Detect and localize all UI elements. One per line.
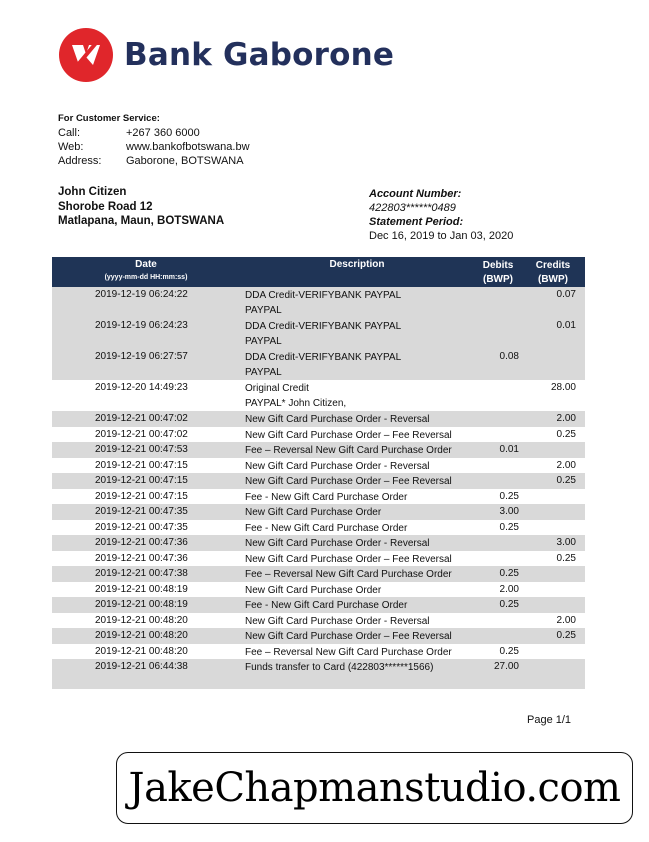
page-number: Page 1/1 [527,714,572,726]
table-row [52,411,585,427]
header-credits-unit: (BWP) [538,274,568,285]
bank-logo [58,27,394,83]
header-credits-label: Credits [535,260,571,271]
row-description-line1: DDA Credit-VERIFYBANK PAYPAL [245,290,402,301]
row-description-line1: New Gift Card Purchase Order - Reversal [245,460,430,472]
header-debits-label: Debits [482,260,514,271]
header-description: Description [329,259,385,270]
row-description [245,350,480,381]
header-date: Date [135,259,157,270]
statement-period-label: Statement Period: [369,216,464,228]
row-description [245,567,480,582]
table-row [52,613,585,629]
row-description [245,443,480,458]
row-description [245,645,480,660]
row-date: 2019-12-21 00:47:35 [95,521,188,533]
table-row [52,458,585,474]
row-description [245,598,480,613]
watermark-box [116,752,633,824]
row-description [245,319,480,350]
table-row [52,318,585,349]
row-description-line1: Fee - New Gift Card Purchase Order [245,491,408,503]
customer-address [58,185,224,229]
row-description-line1: New Gift Card Purchase Order [245,584,382,596]
row-debit: 0.25 [499,521,519,533]
row-date: 2019-12-21 00:47:38 [95,568,188,579]
row-date: 2019-12-21 00:48:20 [95,645,188,657]
transactions-table [52,257,585,689]
cs-web-row [58,140,250,154]
table-row [52,597,585,613]
row-description [245,490,480,505]
cs-address-value: Gaborone, BOTSWANA [126,155,244,167]
cs-call-row [58,126,250,140]
statement-period: Dec 16, 2019 to Jan 03, 2020 [369,230,514,242]
row-debit: 0.25 [499,490,519,502]
row-description-line1: New Gift Card Purchase Order – Fee Reversal [245,631,452,642]
row-description-line1: Funds transfer to Card (422803******1566) [245,662,434,673]
row-description [245,459,480,474]
cs-call-value: +267 360 6000 [126,127,200,139]
table-row [52,628,585,644]
row-date: 2019-12-21 00:48:19 [95,599,188,610]
row-description [245,381,480,412]
table-row [52,380,585,411]
row-description-line1: New Gift Card Purchase Order – Fee Reversal [245,553,452,565]
row-description [245,505,480,520]
row-date: 2019-12-19 06:27:57 [95,351,188,362]
customer-street: Shorobe Road 12 [58,200,153,213]
header-date-format: (yyyy-mm-dd HH:mm:ss) [104,274,188,281]
row-description [245,629,480,644]
cs-web-value: www.bankofbotswana.bw [126,141,250,153]
table-row [52,489,585,505]
row-description-line1: Original Credit [245,383,309,394]
row-description-line1: New Gift Card Purchase Order – Fee Reversal [245,429,452,441]
table-body [52,287,585,689]
row-description [245,614,480,629]
table-row [52,287,585,318]
row-date: 2019-12-19 06:24:22 [95,289,188,300]
row-credit: 3.00 [556,537,576,548]
row-description-line1: New Gift Card Purchase Order - Reversal [245,414,430,425]
row-description-line1: New Gift Card Purchase Order – Fee Reversal [245,476,452,487]
cs-address-row [58,154,250,168]
table-header [52,257,585,287]
row-credit: 0.07 [556,289,576,300]
table-row [52,349,585,380]
watermark-text: JakeChapmanstudio.com [128,765,621,811]
row-debit: 0.01 [499,444,519,455]
customer-name: John Citizen [58,186,127,198]
row-description-line1: Fee – Reversal New Gift Card Purchase Order [245,569,452,580]
row-description [245,474,480,489]
header-credits [529,259,577,287]
row-date: 2019-12-21 06:44:38 [95,661,188,672]
row-description [245,428,480,443]
header-debits [477,259,519,287]
row-credit: 2.00 [556,614,576,626]
row-description [245,288,480,319]
table-row [52,520,585,536]
customer-city: Matlapana, Maun, BOTSWANA [58,215,225,227]
row-debit: 0.25 [499,599,519,610]
row-description-line1: Fee – Reversal New Gift Card Purchase Order [245,445,452,456]
row-description-line1: Fee - New Gift Card Purchase Order [245,522,408,534]
row-date: 2019-12-21 00:47:53 [95,444,188,455]
row-date: 2019-12-21 00:47:36 [95,552,188,564]
row-date: 2019-12-19 06:24:23 [95,320,188,331]
row-description-line1: DDA Credit-VERIFYBANK PAYPAL [245,352,402,363]
row-debit: 0.25 [499,568,519,579]
row-debit: 27.00 [493,661,519,672]
row-description-line2: PAYPAL [245,305,282,317]
account-number-label: Account Number: [369,188,462,200]
customer-service-title: For Customer Service: [58,113,160,124]
row-date: 2019-12-20 14:49:23 [95,382,188,393]
table-row [52,504,585,520]
row-date: 2019-12-21 00:47:15 [95,490,188,502]
row-description-line1: Fee – Reversal New Gift Card Purchase Order [245,646,452,658]
row-description [245,412,480,427]
row-description [245,583,480,598]
row-credit: 28.00 [550,382,576,393]
account-info [369,187,513,243]
row-description-line2: PAYPAL* John Citizen, [245,398,347,410]
row-credit: 0.25 [556,428,576,440]
row-description-line1: Fee - New Gift Card Purchase Order [245,600,408,611]
row-description-line1: DDA Credit-VERIFYBANK PAYPAL [245,321,402,332]
row-date: 2019-12-21 00:47:15 [95,475,188,486]
row-description [245,536,480,551]
row-description-line1: New Gift Card Purchase Order - Reversal [245,538,430,549]
row-description-line1: New Gift Card Purchase Order [245,507,382,518]
row-description-line2: PAYPAL [245,367,282,379]
cs-web-label: Web: [58,141,84,153]
header-debits-unit: (BWP) [483,274,513,285]
row-description-line1: New Gift Card Purchase Order - Reversal [245,615,430,627]
row-description [245,552,480,567]
row-date: 2019-12-21 00:47:15 [95,459,188,471]
row-credit: 0.25 [556,630,576,641]
table-row [52,551,585,567]
account-number: 422803******0489 [369,202,456,214]
table-row [52,566,585,582]
row-credit: 0.01 [556,320,576,331]
row-date: 2019-12-21 00:47:02 [95,428,188,440]
row-date: 2019-12-21 00:48:20 [95,614,188,626]
row-credit: 2.00 [556,413,576,424]
row-debit: 2.00 [499,583,519,595]
row-description-line2: PAYPAL [245,336,282,348]
table-row [52,535,585,551]
row-credit: 0.25 [556,475,576,486]
cs-address-label: Address: [58,155,102,167]
row-debit: 0.08 [499,351,519,362]
bank-name: Bank Gaborone [124,37,395,73]
table-row [52,442,585,458]
table-row [52,473,585,489]
row-debit: 0.25 [499,645,519,657]
row-date: 2019-12-21 00:47:02 [95,413,188,424]
customer-service-block [58,112,250,168]
table-row [52,427,585,443]
cs-call-label: Call: [58,127,81,139]
row-debit: 3.00 [499,506,519,517]
table-row [52,659,585,689]
row-credit: 0.25 [556,552,576,564]
row-date: 2019-12-21 00:48:19 [95,583,188,595]
row-date: 2019-12-21 00:48:20 [95,630,188,641]
row-description [245,521,480,536]
bank-logo-icon [58,27,114,83]
row-credit: 2.00 [556,459,576,471]
table-row [52,582,585,598]
row-date: 2019-12-21 00:47:35 [95,506,188,517]
table-row [52,644,585,660]
row-description [245,660,480,675]
row-date: 2019-12-21 00:47:36 [95,537,188,548]
